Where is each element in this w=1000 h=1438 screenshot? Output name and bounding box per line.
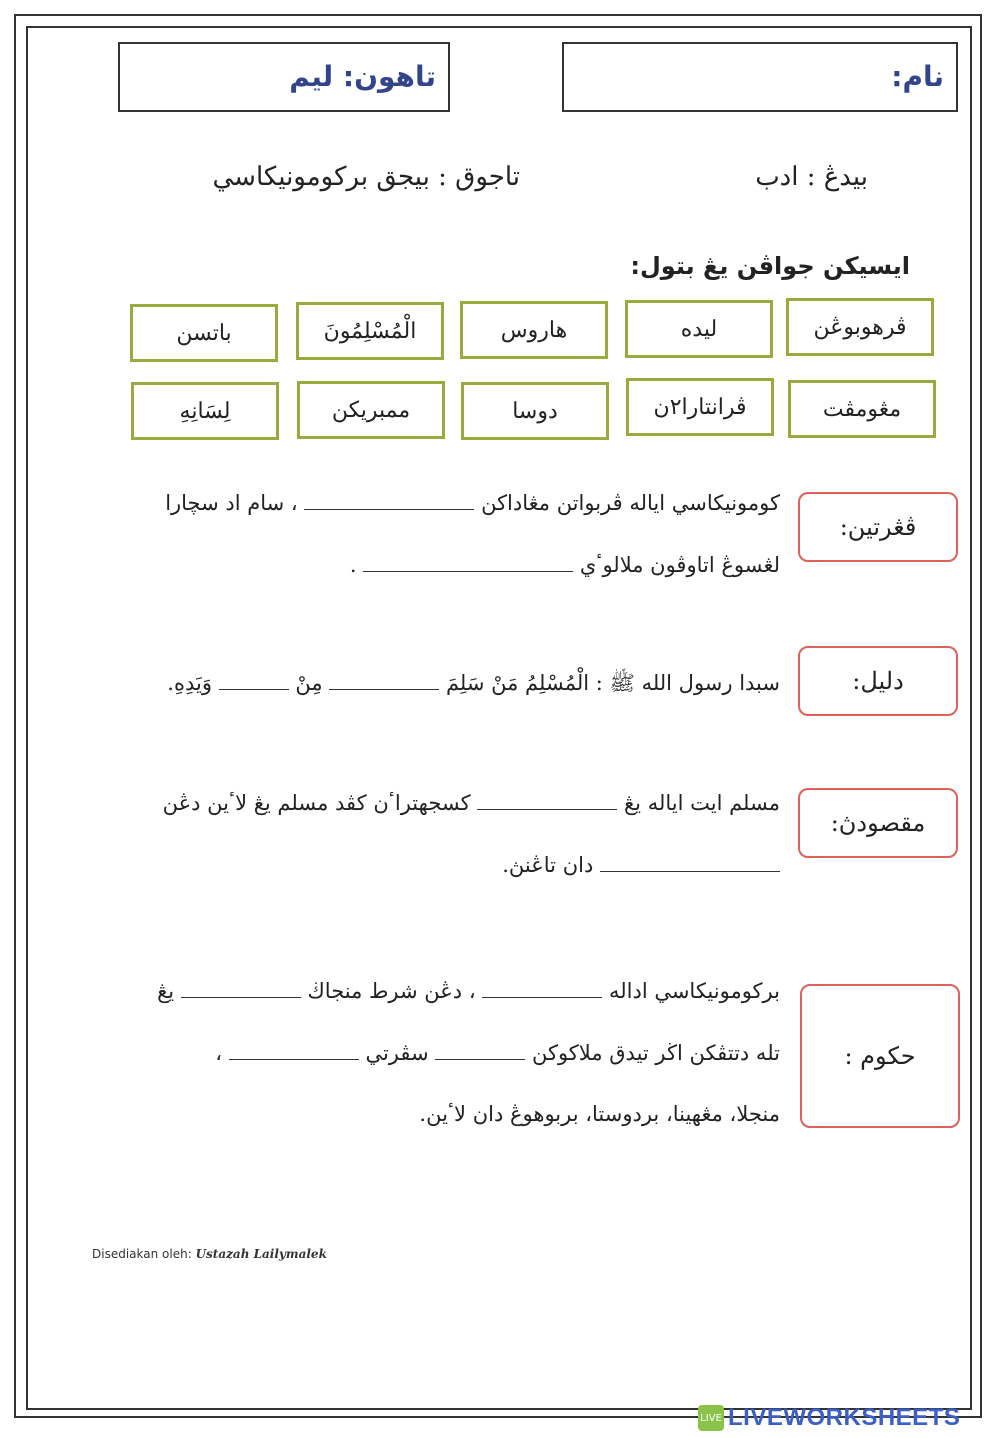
word-bank-item[interactable]: مڠومڤت: [788, 380, 936, 438]
word-bank-item[interactable]: ڤرهوبوڠن: [786, 298, 934, 356]
word-bank-item[interactable]: لِسَانِهِ: [131, 382, 279, 440]
blank-input[interactable]: [329, 670, 439, 690]
meaning-line-2: دان تاڠنڽ.: [502, 852, 780, 877]
footer-credit: Disediakan oleh: Ustazah Lailymalek: [92, 1247, 327, 1261]
grade-box: [118, 42, 450, 112]
subject-text: بيدڠ : ادب: [755, 162, 868, 192]
word-bank-item[interactable]: ليده: [625, 300, 773, 358]
topic-text: تاجوق : بيجق بركومونيكاسي: [212, 162, 520, 192]
instruction-text: ايسيكن جواڤن يڠ بتول:: [630, 252, 910, 280]
ruling-line-1: بركومونيكاسي اداله ، دڠن شرط منجاڬ يڠ: [157, 978, 780, 1003]
blank-input[interactable]: [181, 978, 301, 998]
grade-label: تاهون: ليم: [289, 60, 436, 93]
ruling-line-3: منجلا، مڠهينا، بردوستا، بربوهوڠ دان لاٴين.: [419, 1102, 780, 1126]
footer-author: Ustazah Lailymalek: [195, 1247, 327, 1261]
page-border-inner: [26, 26, 972, 1410]
word-bank-item[interactable]: ڤرانتارا٢ن: [626, 378, 774, 436]
blank-input[interactable]: [304, 490, 474, 510]
blank-input[interactable]: [600, 852, 780, 872]
blank-input[interactable]: [482, 978, 602, 998]
section-label-evidence: دليل:: [798, 646, 958, 716]
word-bank-item[interactable]: دوسا: [461, 382, 609, 440]
definition-line-2: لڠسوڠ اتاوڤون ملالوٴي .: [349, 552, 780, 577]
blank-input[interactable]: [435, 1040, 525, 1060]
blank-input[interactable]: [477, 790, 617, 810]
section-label-meaning: مقصودڽ:: [798, 788, 958, 858]
word-bank-item[interactable]: ممبريكن: [297, 381, 445, 439]
liveworksheets-logo-icon: LIVE: [698, 1405, 724, 1431]
evidence-line-1: سبدا رسول الله ﷺ : الْمُسْلِمُ مَنْ سَلِمَ مِنْ وَيَدِهِ.: [167, 671, 780, 695]
word-bank-item[interactable]: باتسن: [130, 304, 278, 362]
definition-line-1: كومونيكاسي اياله ڤربواتن مڠاداكن ، سام اد سچارا: [165, 490, 780, 515]
blank-input[interactable]: [229, 1040, 359, 1060]
blank-input[interactable]: [219, 670, 289, 690]
meaning-line-1: مسلم ايت اياله يڠ كسجهتراٴن كڤد مسلم يڠ لاٴين دڠن: [162, 790, 780, 815]
name-field[interactable]: [562, 42, 958, 112]
section-label-definition: ڤڠرتين:: [798, 492, 958, 562]
word-bank-item[interactable]: الْمُسْلِمُونَ: [296, 302, 444, 360]
brand-text: LIVEWORKSHEETS: [728, 1404, 961, 1431]
blank-input[interactable]: [363, 552, 573, 572]
name-label: نام:: [891, 60, 944, 93]
ruling-line-2: تله دتتڤكن اڬر تيدق ملاكوكن سڤرتي ،: [215, 1040, 780, 1065]
liveworksheets-brand[interactable]: [698, 1404, 960, 1432]
section-label-ruling: حكوم :: [800, 984, 960, 1128]
word-bank-item[interactable]: هاروس: [460, 301, 608, 359]
